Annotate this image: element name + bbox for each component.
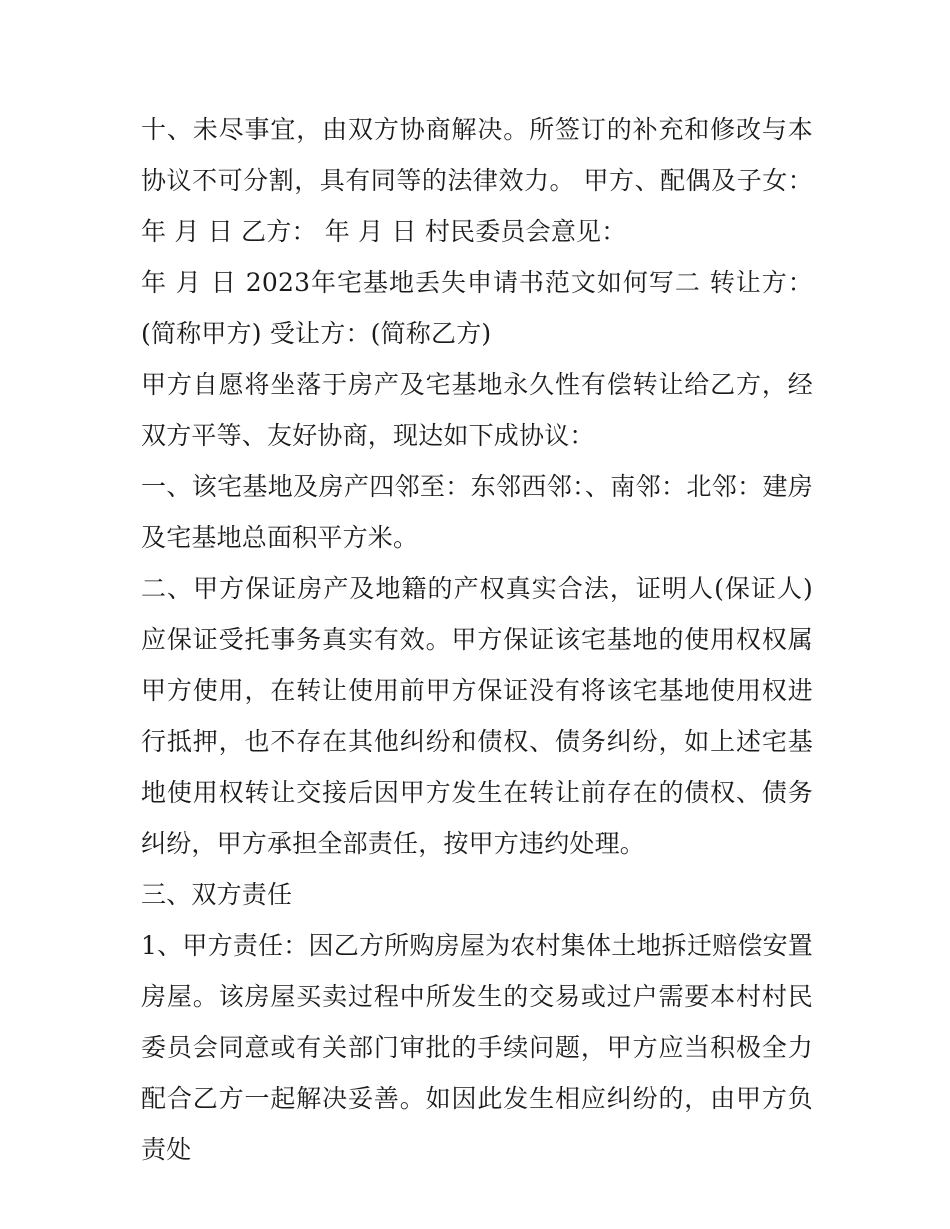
paragraph-10-misc: 十、未尽事宜，由双方协商解决。所签订的补充和修改与本协议不可分割，具有同等的法律效力。 甲方、配偶及子女： 年 月 日 乙方： 年 月 日 村民委员会意见： — [141, 115, 813, 246]
paragraph-clause-1-boundaries: 一、该宅基地及房产四邻至：东邻西邻：、南邻：北邻：建房及宅基地总面积平方米。 — [141, 472, 813, 552]
paragraph-clause-2-guarantee: 二、甲方保证房产及地籍的产权真实合法，证明人(保证人)应保证受托事务真实有效。甲方保证该宅基地的使用权权属甲方使用，在转让使用前甲方保证没有将该宅基地使用权进行抵押，也不存在其他纠纷和债权、债务纠纷，如上述宅基地使用权转让交接后因甲方发生在转让前存在的债权、债务纠纷，甲方承担全部责任，按甲方违约处理。 — [141, 574, 813, 858]
document-body — [141, 104, 813, 1175]
paragraph-clause-3-heading: 三、双方责任 — [141, 880, 293, 909]
paragraph-transfer-parties: 年 月 日 2023年宅基地丢失申请书范文如何写二 转让方：(简称甲方) 受让方：(简称乙方) — [141, 268, 813, 348]
paragraph-intro-agreement: 甲方自愿将坐落于房产及宅基地永久性有偿转让给乙方，经双方平等、友好协商，现达如下成协议： — [141, 370, 813, 450]
paragraph-clause-3-1-party-a: 1、甲方责任：因乙方所购房屋为农村集体土地拆迁赔偿安置房屋。该房屋买卖过程中所发生的交易或过户需要本村村民委员会同意或有关部门审批的手续问题，甲方应当积极全力配合乙方一起解决妥善。如因此发生相应纠纷的，由甲方负责处 — [141, 931, 813, 1164]
